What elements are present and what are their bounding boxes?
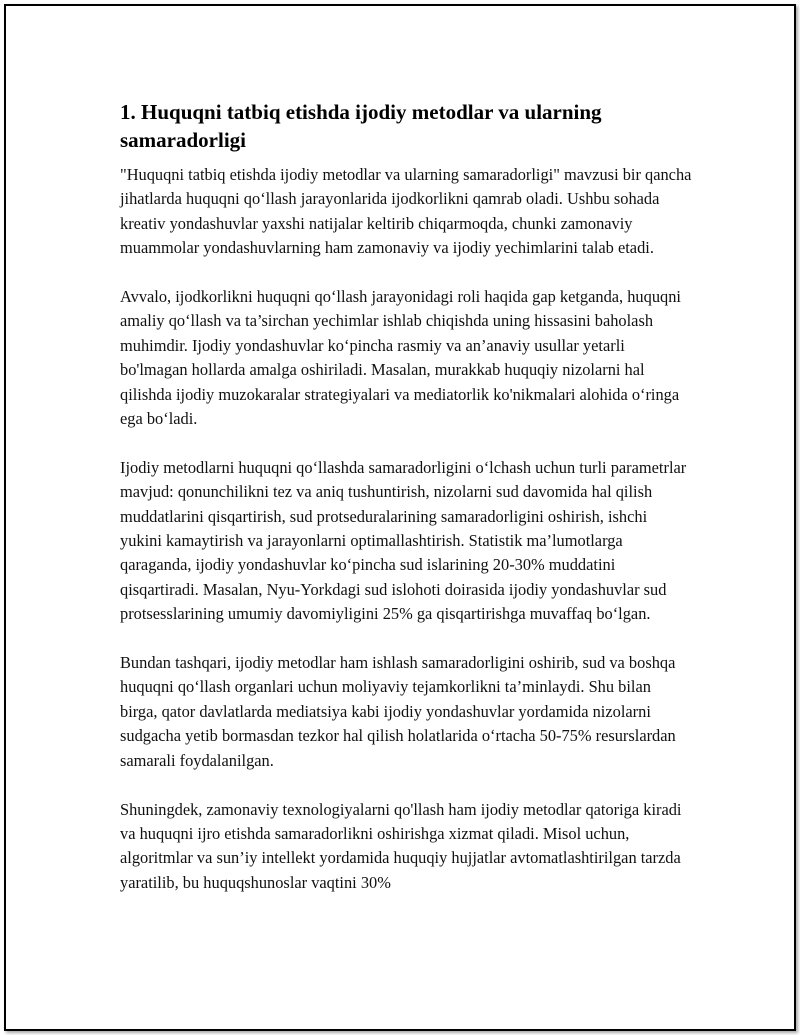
document-body: [120, 98, 692, 920]
paragraph-4: Bundan tashqari, ijodiy metodlar ham ishlash samaradorligini oshirib, sud va boshqa huquqni qo‘llash organlari uchun moliyaviy tejamkorlikni ta’minlaydi. Shu bilan birga, qator davlatlarda mediatsiya kabi ijodiy yondashuvlar yordamida nizolarni sudgacha yetib bormasdan tezkor hal qilish holatlarida o‘rtacha 50-75% resurslardan samarali foydalanilgan.: [120, 653, 676, 770]
paragraph-1: "Huquqni tatbiq etishda ijodiy metodlar va ularning samaradorligi" mavzusi bir qancha jihatlarda huquqni qo‘llash jarayonlarida ijodkorlikni qamrab oladi. Ushbu sohada kreativ yondashuvlar yaxshi natijalar keltirib chiqarmoqda, chunki zamonaviy muammolar yondashuvlarning ham zamonaviy va ijodiy yechimlarini talab etadi.: [120, 165, 692, 258]
section-heading: 1. Huquqni tatbiq etishda ijodiy metodlar va ularning samaradorligi: [120, 100, 602, 152]
page-frame: [4, 4, 796, 1031]
paragraph-3: Ijodiy metodlarni huquqni qo‘llashda samaradorligini o‘lchash uchun turli parametrlar mavjud: qonunchilikni tez va aniq tushuntirish, nizolarni sud davomida hal qilish muddatlarini qisqartirish, sud protseduralarining samaradorligini oshirish, ishchi yukini kamaytirish va jarayonlarni optimallashtirish. Statistik ma’lumotlarga qaraganda, ijodiy yondashuvlar ko‘pincha sud islarining 20-30% muddatini qisqartiradi. Masalan, Nyu-Yorkdagi sud islohoti doirasida ijodiy yondashuvlar sud protsesslarining umumiy davomiyligini 25% ga qisqartirishga muvaffaq bo‘lgan.: [120, 457, 687, 624]
paragraph-5: Shuningdek, zamonaviy texnologiyalarni qo'llash ham ijodiy metodlar qatoriga kiradi va huquqni ijro etishda samaradorlikni oshirishga xizmat qiladi. Misol uchun, algoritmlar va sun’iy intellekt yordamida huquqiy hujjatlar avtomatlashtirilgan tarzda yaratilib, bu huquqshunoslar vaqtini 30%: [120, 799, 682, 892]
paragraph-2: Avvalo, ijodkorlikni huquqni qo‘llash jarayonidagi roli haqida gap ketganda, huquqni amaliy qo‘llash va ta’sirchan yechimlar ishlab chiqishda uning hissasini baholash muhimdir. Ijodiy yondashuvlar ko‘pincha rasmiy va an’anaviy usullar yetarli bo'lmagan hollarda amalga oshiriladi. Masalan, murakkab huquqiy nizolarni hal qilishda ijodiy muzokaralar strategiyalari va mediatorlik ko'nikmalari alohida o‘ringa ega bo‘ladi.: [120, 287, 681, 429]
